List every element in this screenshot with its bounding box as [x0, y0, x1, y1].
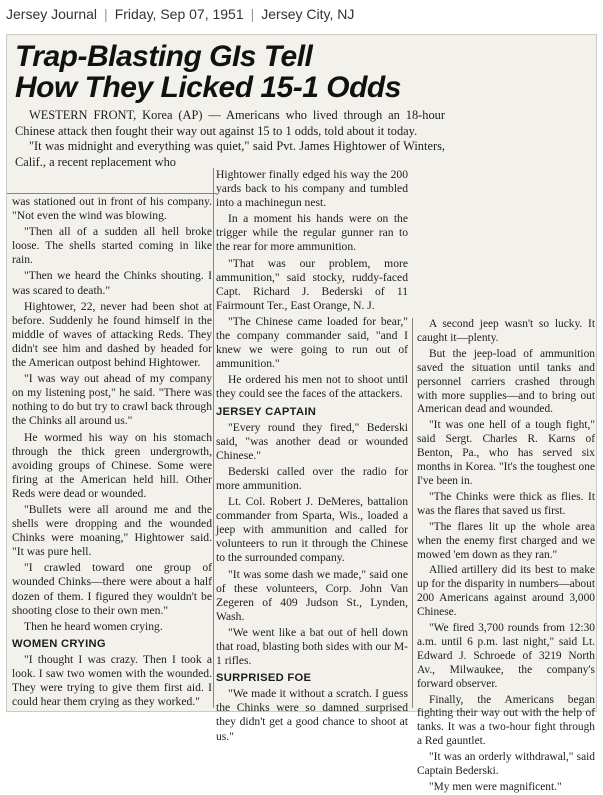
- paragraph: "I thought I was crazy. Then I took a look. I saw two women with the wounded. They were trying to give them first aid. I could hear them crying as they worked.": [12, 652, 212, 709]
- article-column-2: [216, 168, 408, 743]
- article-column-1: [12, 195, 212, 709]
- paragraph: "The Chinks were thick as flies. It was the flares that saved us first.: [417, 490, 595, 517]
- headline-line-2: How They Licked 15-1 Odds: [15, 71, 401, 104]
- publication-location: Jersey City, NJ: [261, 6, 355, 22]
- paragraph: "We went like a bat out of hell down that road, blasting both sides with our M-1 rifles.: [216, 625, 408, 668]
- column-divider: [213, 168, 214, 708]
- paragraph: was stationed out in front of his company. "Not even the wind was blowing.: [12, 195, 212, 223]
- newspaper-clipping: [6, 34, 597, 793]
- headline-line-1: Trap-Blasting GIs Tell: [15, 40, 313, 73]
- paragraph: He wormed his way on his stomach through the thick green undergrowth, avoiding groups of Chinese. Some were firing at the American held hill. Other Reds were dead or wounded.: [12, 430, 212, 500]
- lede-paragraph: "It was midnight and everything was quiet," said Pvt. James Hightower of Winters, Calif., a recent replacement who: [15, 139, 445, 169]
- paragraph: Then he heard women crying.: [24, 619, 163, 633]
- publication-date: Friday, Sep 07, 1951: [114, 6, 244, 22]
- paragraph: "Then we heard the Chinks shouting. I was scared to death.": [12, 269, 212, 297]
- paragraph: "The Chinese came loaded for bear," the company commander said, "and I knew we were going to run out of ammunition.": [216, 314, 408, 371]
- article-column-3: [417, 318, 595, 793]
- publication-name: Jersey Journal: [6, 6, 98, 22]
- column-divider: [412, 318, 413, 708]
- header-separator: |: [104, 6, 108, 22]
- subheading: JERSEY CAPTAIN: [216, 405, 317, 418]
- paragraph: Allied artillery did its best to make up for the disparity in numbers—about 200 Americans against around 3,000 Chinese.: [417, 564, 595, 619]
- paragraph: "The flares lit up the whole area when the enemy first charged and we mowed 'em down as they ran.": [417, 520, 595, 561]
- paragraph: "Then all of a sudden all hell broke loose. The shells started coming in like rain.: [12, 225, 212, 267]
- paragraph: "I was way out ahead of my company on my listening post," he said. "There was nothing to do but try to crawl back through the Chinks all around us.": [12, 372, 212, 428]
- paragraph: "We fired 3,700 rounds from 12:30 a.m. until 6 p.m. last night," said Lt. Edward J. Schroede of 3219 North Av., Milwaukee, the company's forward observer.: [417, 622, 595, 690]
- paragraph: In a moment his hands were on the trigger while the regular gunner ran to the rear for more ammunition.: [216, 212, 408, 254]
- article-headline: [15, 41, 415, 103]
- paragraph: A second jeep wasn't so lucky. It caught it—plenty.: [417, 318, 595, 344]
- paragraph: "It was some dash we made," said one of these volunteers, Corp. John Van Zegeren of 409 Judson St., Lynden, Wash.: [216, 567, 408, 623]
- paragraph: "My men were magnificent.": [429, 781, 562, 793]
- paragraph: "I crawled toward one group of wounded Chinks—there were about a half dozen of them. I figured they wouldn't be shooting close to their own men.": [12, 561, 212, 617]
- paragraph: But the jeep-load of ammunition saved the situation until tanks and personnel carriers crashed through with more supplies—and to bring out American dead and wounded.: [417, 347, 595, 416]
- paragraph: "Bullets were all around me and the shells were dropping and the wounded Chinks were moaning," Hightower said. "It was pure hell.: [12, 502, 212, 559]
- column-divider-horizontal: [7, 193, 216, 194]
- subheading: WOMEN CRYING: [12, 637, 106, 650]
- paragraph: Bederski called over the radio for more ammunition.: [216, 464, 408, 492]
- paragraph: "It was an orderly withdrawal," said Captain Bederski.: [417, 751, 595, 778]
- paragraph: Lt. Col. Robert J. DeMeres, battalion commander from Sparta, Wis., loaded a jeep with ammunition and called for volunteers to run it through the Chinese to the surrounded company.: [216, 495, 408, 565]
- lede-paragraph: WESTERN FRONT, Korea (AP) — Americans who lived through an 18-hour Chinese attack then fought their way out against 15 to 1 odds, told about it today.: [15, 108, 445, 138]
- header-separator: |: [250, 6, 255, 22]
- paragraph: Hightower, 22, never had been shot at before. Suddenly he found himself in the middle of waves of attacking Reds. They didn't see him and dashed by headed for the American outpost behind Hightower.: [12, 299, 212, 370]
- subheading: SURPRISED FOE: [216, 672, 312, 685]
- paragraph: Hightower finally edged his way the 200 yards back to his company and tumbled into a machinegun nest.: [216, 168, 408, 210]
- publication-header: [0, 0, 603, 30]
- paragraph: "It was one hell of a tough fight," said Sergt. Charles R. Karns of Benton, Pa., who has served six months in Korea. "It's the toughest one I've been in.: [417, 419, 595, 487]
- paragraph: "We made it without a scratch. I guess the Chinks were so damned surprised they didn't get a good chance to shoot at us.": [216, 687, 408, 743]
- article-lede: [15, 108, 445, 170]
- paragraph: He ordered his men not to shoot until they could see the faces of the attackers.: [216, 373, 408, 401]
- paragraph: "That was our problem, more ammunition," said stocky, ruddy-faced Capt. Richard J. Bederski of 11 Fairmount Ter., East Orange, N. J.: [216, 256, 408, 312]
- paragraph: "Every round they fired," Bederski said, "was another dead or wounded Chinese.": [216, 420, 408, 462]
- paragraph: Finally, the Americans began fighting their way out with the help of tanks. It was a two-hour fight through a Red gauntlet.: [417, 693, 595, 748]
